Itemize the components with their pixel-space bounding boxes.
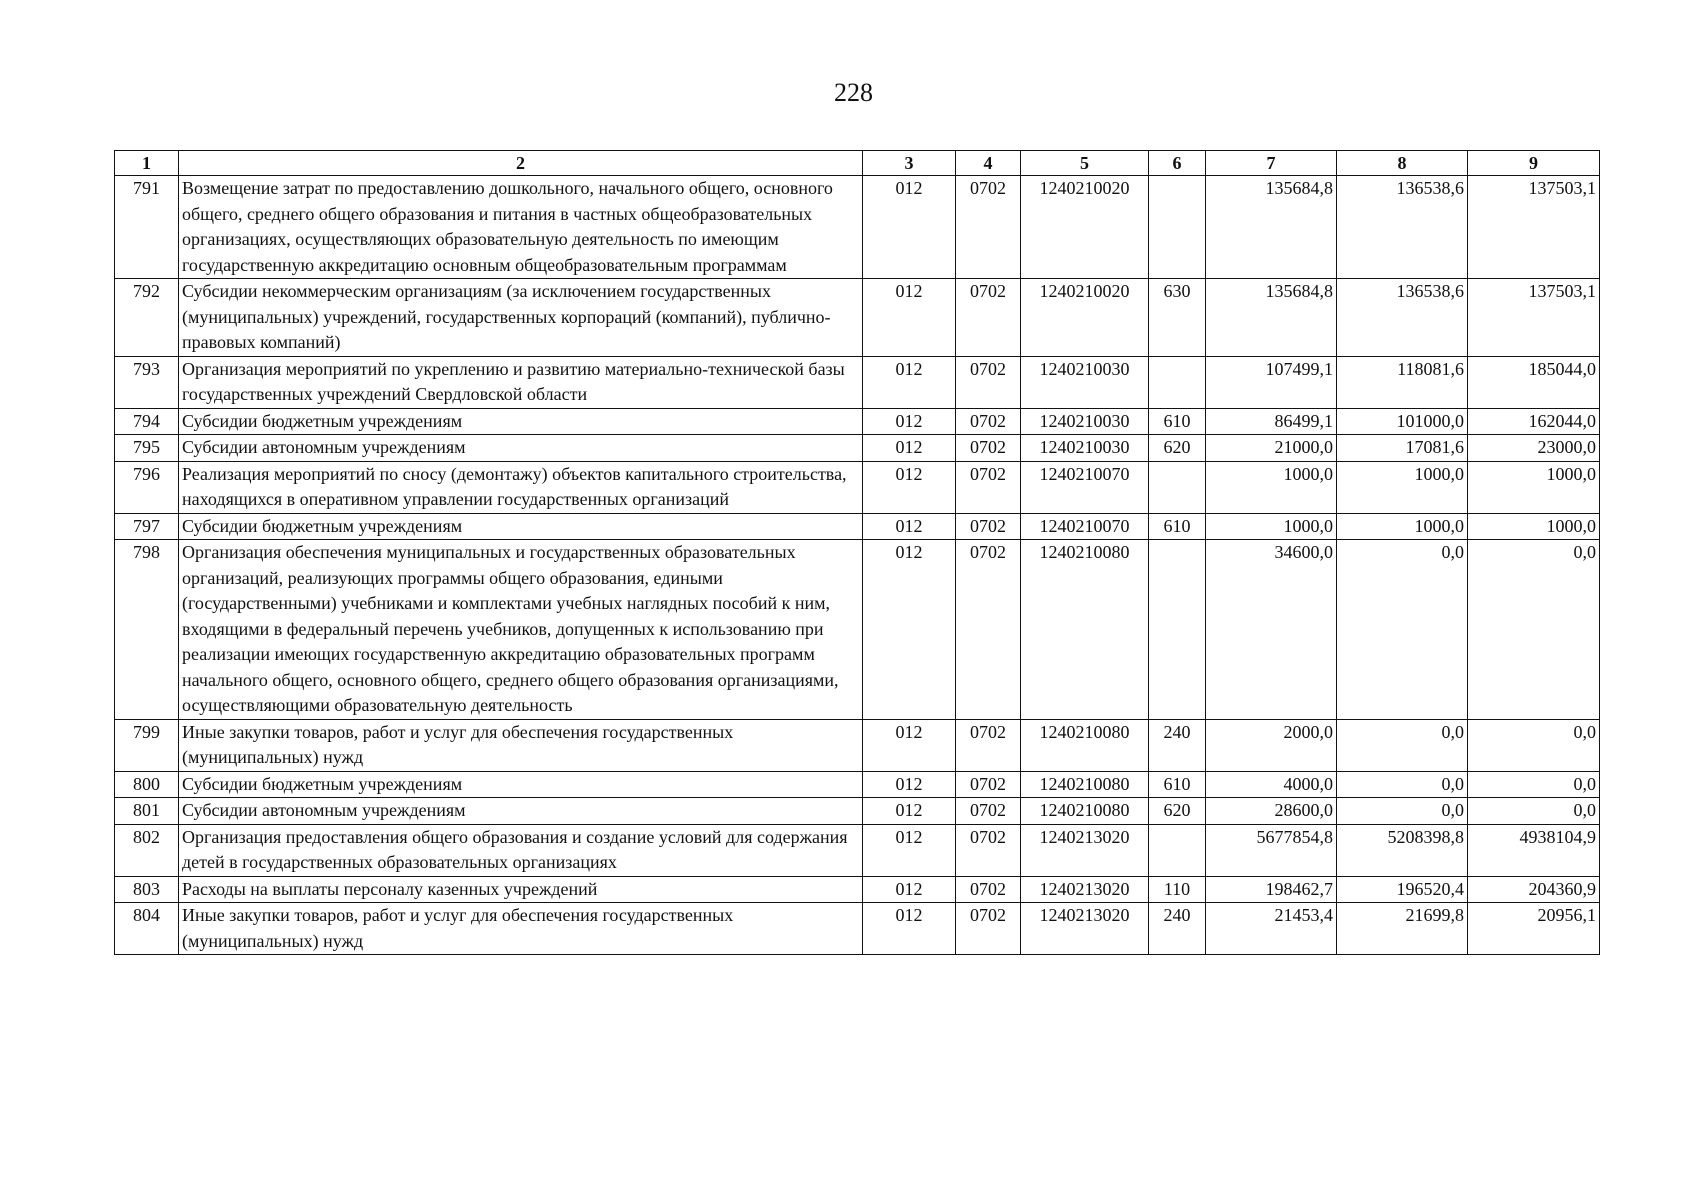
cell-col3: 012: [863, 903, 956, 955]
table-row: [115, 798, 1600, 825]
cell-col9: 1000,0: [1468, 513, 1600, 540]
cell-col9: 204360,9: [1468, 876, 1600, 903]
cell-col6: 620: [1149, 435, 1206, 462]
row-number: 803: [115, 876, 179, 903]
cell-col7: 5677854,8: [1206, 824, 1337, 876]
column-header: 6: [1149, 151, 1206, 176]
cell-col9: 0,0: [1468, 540, 1600, 720]
cell-col3: 012: [863, 356, 956, 408]
table-row: [115, 903, 1600, 955]
cell-col8: 1000,0: [1337, 513, 1468, 540]
cell-col7: 107499,1: [1206, 356, 1337, 408]
row-description: Организация мероприятий по укреплению и развитию материально-технической базы государственных учреждений Свердловской области: [179, 356, 863, 408]
row-description: Организация предоставления общего образования и создание условий для содержания детей в государственных образовательных организациях: [179, 824, 863, 876]
cell-col7: 135684,8: [1206, 279, 1337, 357]
cell-col6: 610: [1149, 408, 1206, 435]
row-description: Субсидии автономным учреждениям: [179, 435, 863, 462]
cell-col8: 118081,6: [1337, 356, 1468, 408]
cell-col3: 012: [863, 798, 956, 825]
cell-col7: 198462,7: [1206, 876, 1337, 903]
cell-col8: 21699,8: [1337, 903, 1468, 955]
cell-col7: 21453,4: [1206, 903, 1337, 955]
cell-col8: 0,0: [1337, 771, 1468, 798]
table-row: [115, 719, 1600, 771]
row-number: 800: [115, 771, 179, 798]
cell-col9: 20956,1: [1468, 903, 1600, 955]
cell-col7: 28600,0: [1206, 798, 1337, 825]
row-description: Расходы на выплаты персоналу казенных учреждений: [179, 876, 863, 903]
cell-col4: 0702: [956, 719, 1021, 771]
header-row: [115, 151, 1600, 176]
row-number: 802: [115, 824, 179, 876]
row-number: 794: [115, 408, 179, 435]
cell-col4: 0702: [956, 408, 1021, 435]
table-row: [115, 771, 1600, 798]
row-description: Субсидии некоммерческим организациям (за исключением государственных (муниципальных) учреждений, государственных корпораций (компаний), публично-правовых компаний): [179, 279, 863, 357]
cell-col4: 0702: [956, 540, 1021, 720]
row-number: 801: [115, 798, 179, 825]
table-row: [115, 356, 1600, 408]
row-number: 792: [115, 279, 179, 357]
table-row: [115, 435, 1600, 462]
table-row: [115, 176, 1600, 279]
cell-col3: 012: [863, 408, 956, 435]
row-description: Субсидии бюджетным учреждениям: [179, 408, 863, 435]
cell-col7: 34600,0: [1206, 540, 1337, 720]
cell-col4: 0702: [956, 176, 1021, 279]
cell-col6: [1149, 356, 1206, 408]
cell-col9: 185044,0: [1468, 356, 1600, 408]
row-description: Субсидии бюджетным учреждениям: [179, 513, 863, 540]
cell-col4: 0702: [956, 356, 1021, 408]
cell-col7: 2000,0: [1206, 719, 1337, 771]
cell-col3: 012: [863, 279, 956, 357]
cell-col6: 630: [1149, 279, 1206, 357]
row-description: Возмещение затрат по предоставлению дошкольного, начального общего, основного общего, среднего общего образования и питания в частных общеобразовательных организациях, осуществляющих образовательную деятельность по имеющим государственную аккредитацию основным общеобразовательным программам: [179, 176, 863, 279]
cell-col5: 1240210030: [1021, 435, 1149, 462]
cell-col5: 1240210080: [1021, 540, 1149, 720]
cell-col3: 012: [863, 876, 956, 903]
row-number: 798: [115, 540, 179, 720]
row-description: Субсидии бюджетным учреждениям: [179, 771, 863, 798]
column-header: 5: [1021, 151, 1149, 176]
cell-col6: 110: [1149, 876, 1206, 903]
budget-table: [114, 150, 1600, 955]
cell-col5: 1240210030: [1021, 408, 1149, 435]
cell-col6: [1149, 540, 1206, 720]
row-number: 795: [115, 435, 179, 462]
cell-col8: 0,0: [1337, 540, 1468, 720]
row-number: 804: [115, 903, 179, 955]
cell-col7: 86499,1: [1206, 408, 1337, 435]
cell-col5: 1240213020: [1021, 824, 1149, 876]
row-description: Иные закупки товаров, работ и услуг для обеспечения государственных (муниципальных) нужд: [179, 719, 863, 771]
cell-col7: 1000,0: [1206, 513, 1337, 540]
cell-col5: 1240210070: [1021, 461, 1149, 513]
cell-col8: 0,0: [1337, 719, 1468, 771]
column-header: 4: [956, 151, 1021, 176]
cell-col8: 196520,4: [1337, 876, 1468, 903]
page-number: 228: [834, 78, 873, 107]
cell-col9: 1000,0: [1468, 461, 1600, 513]
table-row: [115, 279, 1600, 357]
column-header: 8: [1337, 151, 1468, 176]
cell-col8: 5208398,8: [1337, 824, 1468, 876]
cell-col6: 240: [1149, 719, 1206, 771]
column-header: 9: [1468, 151, 1600, 176]
cell-col9: 0,0: [1468, 798, 1600, 825]
cell-col6: [1149, 824, 1206, 876]
cell-col7: 4000,0: [1206, 771, 1337, 798]
cell-col5: 1240210030: [1021, 356, 1149, 408]
row-number: 796: [115, 461, 179, 513]
cell-col9: 137503,1: [1468, 176, 1600, 279]
cell-col9: 162044,0: [1468, 408, 1600, 435]
row-number: 797: [115, 513, 179, 540]
cell-col7: 1000,0: [1206, 461, 1337, 513]
cell-col3: 012: [863, 771, 956, 798]
cell-col8: 101000,0: [1337, 408, 1468, 435]
cell-col9: 4938104,9: [1468, 824, 1600, 876]
cell-col6: 610: [1149, 771, 1206, 798]
cell-col7: 21000,0: [1206, 435, 1337, 462]
cell-col3: 012: [863, 719, 956, 771]
cell-col6: [1149, 461, 1206, 513]
cell-col4: 0702: [956, 513, 1021, 540]
cell-col4: 0702: [956, 798, 1021, 825]
cell-col3: 012: [863, 824, 956, 876]
cell-col4: 0702: [956, 824, 1021, 876]
cell-col3: 012: [863, 176, 956, 279]
cell-col8: 136538,6: [1337, 279, 1468, 357]
table-row: [115, 513, 1600, 540]
table-row: [115, 876, 1600, 903]
cell-col9: 137503,1: [1468, 279, 1600, 357]
cell-col8: 136538,6: [1337, 176, 1468, 279]
cell-col5: 1240210080: [1021, 798, 1149, 825]
column-header: 1: [115, 151, 179, 176]
row-description: Реализация мероприятий по сносу (демонтажу) объектов капитального строительства, находящихся в оперативном управлении государственных организаций: [179, 461, 863, 513]
cell-col5: 1240210080: [1021, 719, 1149, 771]
cell-col3: 012: [863, 435, 956, 462]
cell-col5: 1240210020: [1021, 176, 1149, 279]
cell-col6: 240: [1149, 903, 1206, 955]
cell-col3: 012: [863, 513, 956, 540]
cell-col5: 1240213020: [1021, 903, 1149, 955]
cell-col9: 0,0: [1468, 719, 1600, 771]
cell-col4: 0702: [956, 903, 1021, 955]
column-header: 2: [179, 151, 863, 176]
column-header: 7: [1206, 151, 1337, 176]
cell-col3: 012: [863, 540, 956, 720]
table-row: [115, 540, 1600, 720]
table-row: [115, 824, 1600, 876]
cell-col5: 1240210020: [1021, 279, 1149, 357]
cell-col9: 0,0: [1468, 771, 1600, 798]
cell-col8: 1000,0: [1337, 461, 1468, 513]
table-row: [115, 461, 1600, 513]
cell-col3: 012: [863, 461, 956, 513]
cell-col6: 620: [1149, 798, 1206, 825]
cell-col8: 17081,6: [1337, 435, 1468, 462]
row-description: Организация обеспечения муниципальных и государственных образовательных организаций, реализующих программы общего образования, едиными (государственными) учебниками и комплектами учебных наглядных пособий к ним, входящими в федеральный перечень учебников, допущенных к использованию при реализации имеющих государственную аккредитацию образовательных программ начального общего, основного общего, среднего общего образования организациями, осуществляющими образовательную деятельность: [179, 540, 863, 720]
column-header: 3: [863, 151, 956, 176]
row-description: Субсидии автономным учреждениям: [179, 798, 863, 825]
cell-col6: 610: [1149, 513, 1206, 540]
cell-col4: 0702: [956, 771, 1021, 798]
cell-col4: 0702: [956, 461, 1021, 513]
cell-col5: 1240210070: [1021, 513, 1149, 540]
table-row: [115, 408, 1600, 435]
cell-col5: 1240213020: [1021, 876, 1149, 903]
cell-col8: 0,0: [1337, 798, 1468, 825]
cell-col7: 135684,8: [1206, 176, 1337, 279]
row-number: 799: [115, 719, 179, 771]
row-number: 793: [115, 356, 179, 408]
row-description: Иные закупки товаров, работ и услуг для обеспечения государственных (муниципальных) нужд: [179, 903, 863, 955]
cell-col5: 1240210080: [1021, 771, 1149, 798]
cell-col4: 0702: [956, 279, 1021, 357]
cell-col6: [1149, 176, 1206, 279]
cell-col4: 0702: [956, 435, 1021, 462]
row-number: 791: [115, 176, 179, 279]
cell-col4: 0702: [956, 876, 1021, 903]
cell-col9: 23000,0: [1468, 435, 1600, 462]
